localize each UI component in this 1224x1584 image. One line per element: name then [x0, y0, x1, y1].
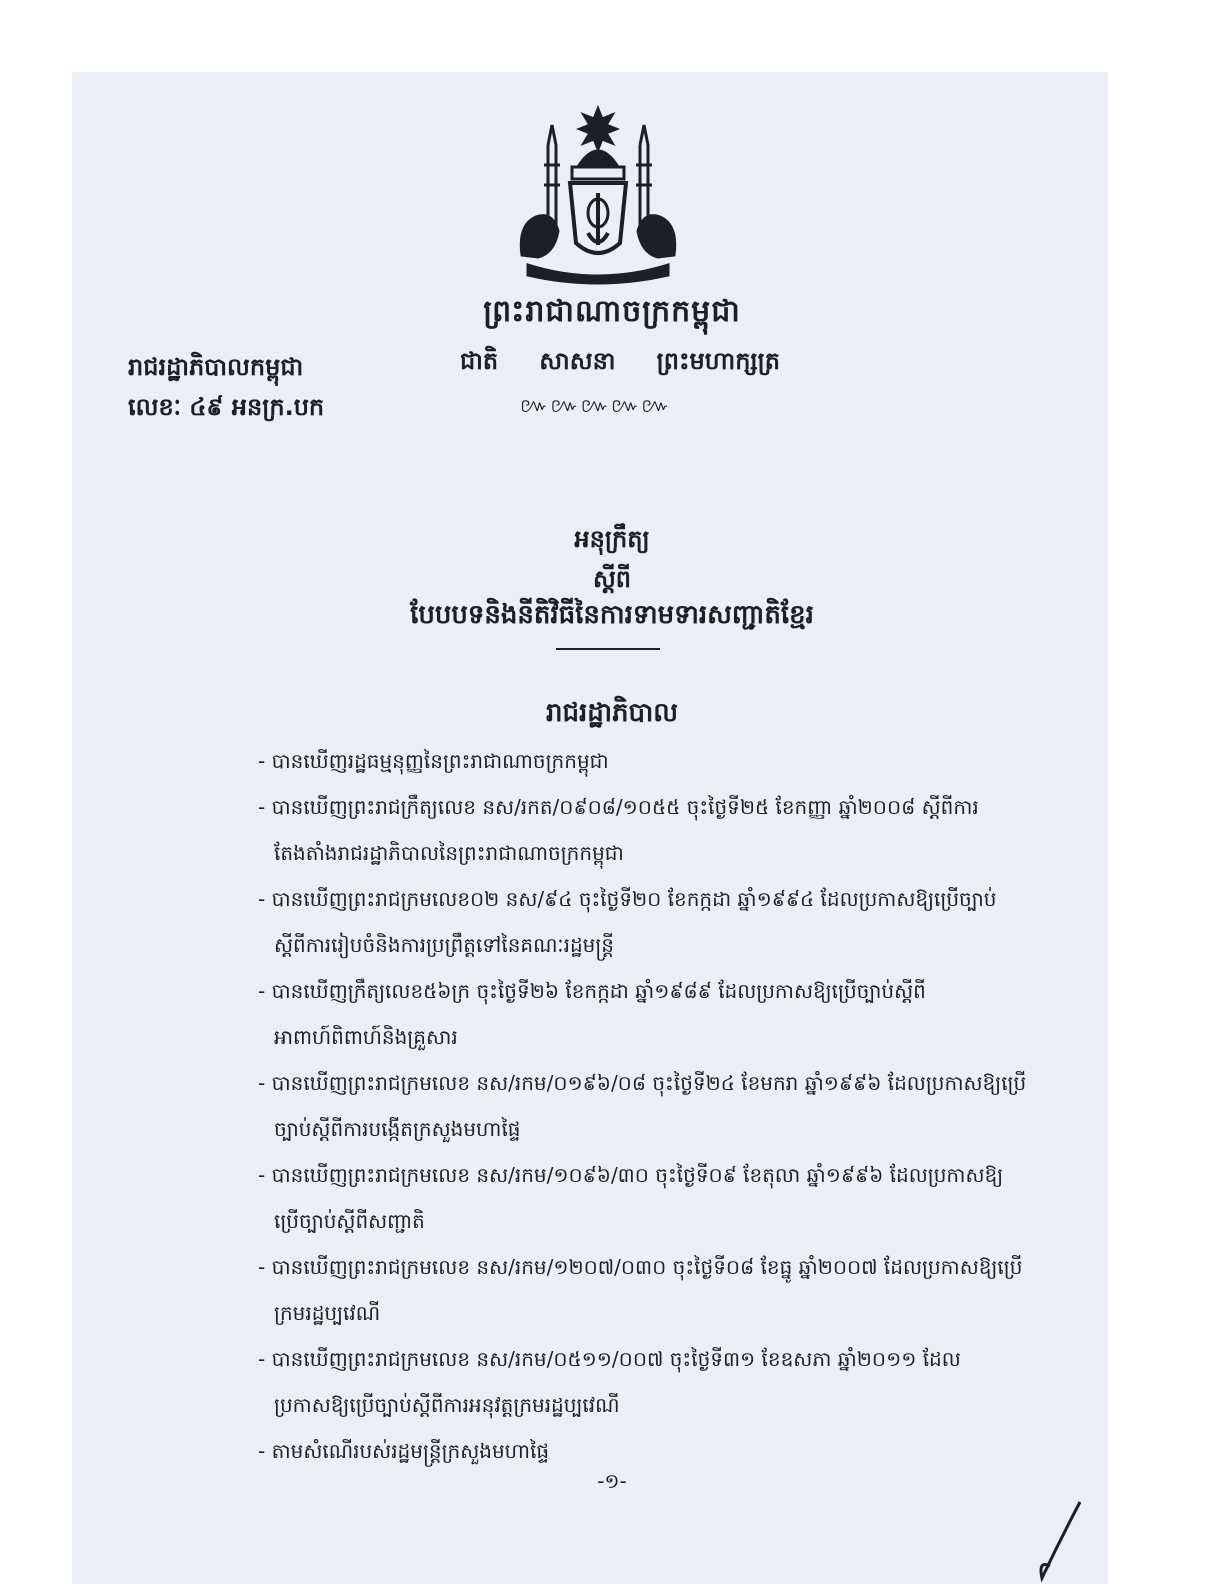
decree-title: អនុក្រឹត្យ	[574, 525, 650, 553]
motto-nation: ជាតិ	[460, 347, 499, 375]
decree-subject: បែបបទនិងនីតិវិធីនៃការទាមទារសញ្ជាតិខ្មែរ	[410, 600, 814, 630]
recital-item: - តាមសំណើរបស់រដ្ឋមន្ត្រីក្រសួងមហាផ្ទៃ	[258, 1439, 550, 1463]
title-divider	[556, 648, 660, 650]
page-number: -១-	[597, 1469, 627, 1493]
recital-item: - បានឃើញព្រះរាជក្រមលេខ នស/រកម/១០៩៦/៣០ ចុះថ្ងៃទី០៩ ខែតុលា ឆ្នាំ១៩៩៦ ដែលប្រកាសឱ្យប្រើច្បាប់ស្តីពីសញ្ជាតិ	[258, 1163, 1004, 1233]
signature-mark	[1020, 1500, 1100, 1584]
recital-item: - បានឃើញព្រះរាជក្រមលេខ នស/រកម/០១៩៦/០៨ ចុះថ្ងៃទី២៤ ខែមករា ឆ្នាំ១៩៩៦ ដែលប្រកាសឱ្យប្រើច្បាប់ស្តីពីការបង្កើតក្រសួងមហាផ្ទៃ	[258, 1071, 1027, 1141]
motto-king: ព្រះមហាក្សត្រ	[656, 347, 780, 375]
issuing-government: រាជរដ្ឋាភិបាលកម្ពុជា	[128, 353, 304, 381]
recital-item: - បានឃើញព្រះរាជក្រឹត្យលេខ នស/រកត/០៩០៨/១០៥៥ ចុះថ្ងៃទី២៥ ខែកញ្ញា ឆ្នាំ២០០៨ ស្តីពីការតែងតាំងរាជរដ្ឋាភិបាលនៃព្រះរាជាណាចក្រកម្ពុជា	[258, 795, 979, 865]
royal-emblem-icon	[508, 105, 688, 285]
motto-ornament: ៚៚៚៚៚	[520, 393, 672, 417]
recitals-list	[258, 738, 1028, 1474]
motto-religion: សាសនា	[539, 347, 616, 375]
kingdom-title: ព្រះរាជាណាចក្រកម្ពុជា	[483, 294, 741, 329]
recital-item: - បានឃើញព្រះរាជក្រមលេខ នស/រកម/១២០៧/០៣០ ចុះថ្ងៃទី០៨ ខែធ្នូ ឆ្នាំ២០០៧ ដែលប្រកាសឱ្យប្រើក្រមរដ្ឋប្បវេណី	[258, 1255, 1023, 1325]
reference-number: លេខៈ ៤៩ អនក្រ.បក	[128, 393, 325, 421]
recital-item: - បានឃើញក្រឹត្យលេខ៥៦ក្រ ចុះថ្ងៃទី២៦ ខែកក្កដា ឆ្នាំ១៩៨៩ ដែលប្រកាសឱ្យប្រើច្បាប់ស្តីពីអាពាហ៍ពិពាហ៍និងគ្រួសារ	[258, 979, 926, 1049]
decree-title-about: ស្តីពី	[592, 565, 632, 593]
national-motto	[460, 346, 780, 381]
body-heading: រាជរដ្ឋាភិបាល	[545, 698, 679, 728]
recital-item: - បានឃើញព្រះរាជក្រមលេខ នស/រកម/០៥១១/០០៧ ចុះថ្ងៃទី៣១ ខែឧសភា ឆ្នាំ២០១១ ដែលប្រកាសឱ្យប្រើច្បាប់ស្តីពីការអនុវត្តក្រមរដ្ឋប្បវេណី	[258, 1347, 961, 1417]
recital-item: - បានឃើញរដ្ឋធម្មនុញ្ញនៃព្រះរាជាណាចក្រកម្ពុជា	[258, 749, 609, 773]
recital-item: - បានឃើញព្រះរាជក្រមលេខ០២ នស/៩៤ ចុះថ្ងៃទី២០ ខែកក្កដា ឆ្នាំ១៩៩៤ ដែលប្រកាសឱ្យប្រើច្បាប់ស្តីពីការរៀបចំនិងការប្រព្រឹត្តទៅនៃគណៈរដ្ឋមន្ត្រី	[258, 887, 997, 957]
